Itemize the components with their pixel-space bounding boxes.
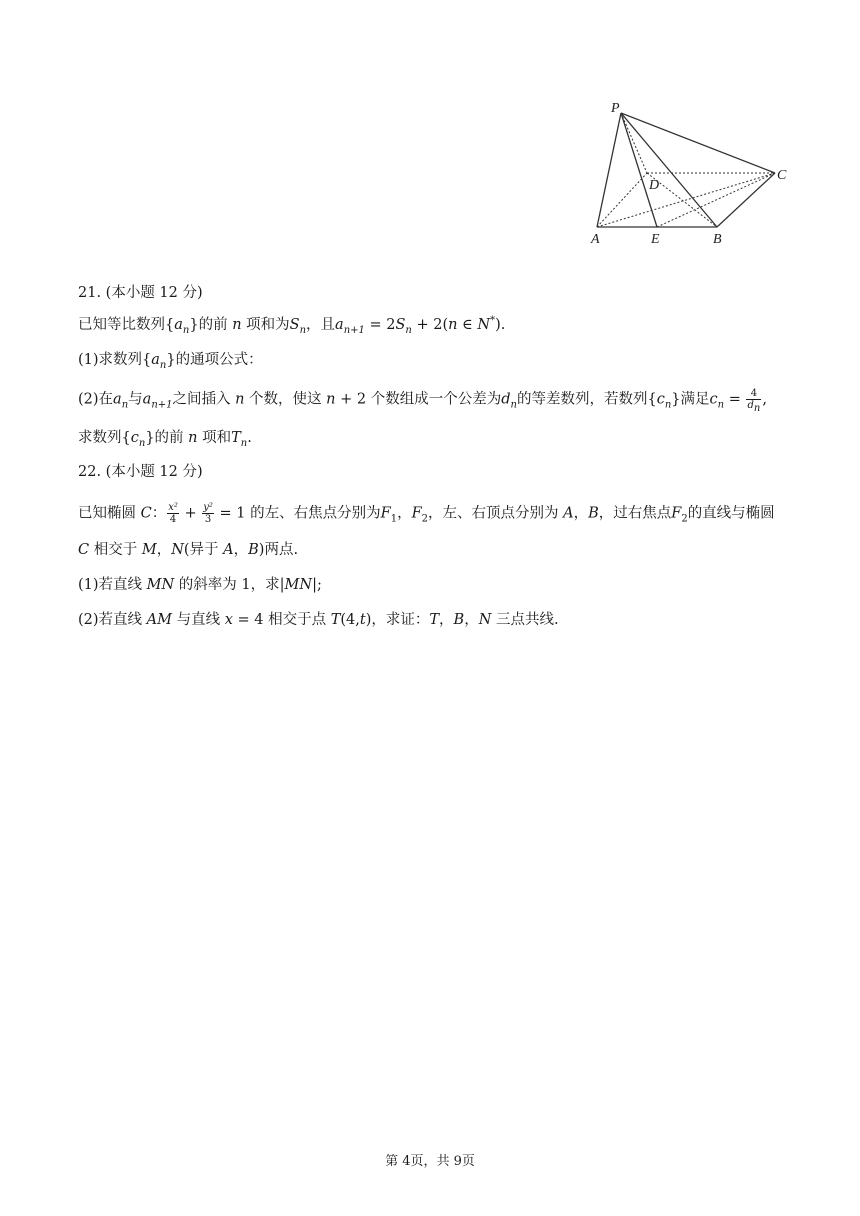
label-A: A <box>591 232 600 247</box>
q21-part2: (2)在$a_n$与$a_{n+1}$之间插入 n 个数，使这 n + 2 个数组成一个公差为$d_n$的等差数列，若数列$\{c_n\}$满足$c_n$ = $\frac{4}{d_n}$ , <box>78 388 767 414</box>
q22-stem: 已知椭圆 C： $\frac{\text{x²}}{4}$ + $\frac{\text{y²}}{3}$ = 1 的左、右焦点分别为$F_1$，$F_2$，左、右顶点分别为 A，B，过右焦点$F_2$的直线与椭圆 <box>78 502 775 525</box>
q22-part2: (2)若直线 AM 与直线 x = 4 相交于点 T(4,t)，求证：T，B，N 三点共线. <box>78 612 559 628</box>
edge-PB <box>621 113 717 227</box>
label-P: P <box>611 101 620 116</box>
edge-PC <box>621 113 775 173</box>
q22-part1: (1)若直线 MN 的斜率为 1，求|MN|; <box>78 577 322 593</box>
fraction-4-over-dn: $\frac{4}{d_n}$ <box>747 388 761 414</box>
edge-PE <box>621 113 660 227</box>
pyramid-figure <box>585 95 795 255</box>
q21-part1: (1)求数列$\{a_n\}$的通项公式： <box>78 352 263 371</box>
edge-AD <box>597 173 647 227</box>
page-footer: 第 4页，共 9页 <box>385 1154 475 1169</box>
edge-PA <box>597 113 621 227</box>
label-C: C <box>777 168 787 183</box>
label-B: B <box>713 232 722 247</box>
q21-stem: 已知等比数列$\{a_n\}$的前 n 项和为$S_n$，且$a_{n+1} = 2S_n + 2(n$ ∈ N*). <box>78 315 506 336</box>
q22-header: 22. (本小题 12 分) <box>78 464 203 480</box>
fraction-x2-over-4: $\frac{\text{x²}}{4}$ <box>168 502 178 525</box>
q21-header: 21. (本小题 12 分) <box>78 285 203 301</box>
q21-part2-cont: 求数列$\{c_n\}$的前 n 项和$T_n$. <box>78 430 252 449</box>
fraction-y2-over-3: $\frac{\text{y²}}{3}$ <box>203 502 213 525</box>
edge-EC <box>657 173 775 227</box>
q22-stem-cont: C 相交于 M，N(异于 A，B)两点. <box>78 542 299 558</box>
edge-BC <box>717 173 775 227</box>
edge-AC <box>597 173 775 227</box>
pyramid-diagram <box>585 95 795 255</box>
label-D: D <box>649 178 660 193</box>
label-E: E <box>651 232 660 247</box>
